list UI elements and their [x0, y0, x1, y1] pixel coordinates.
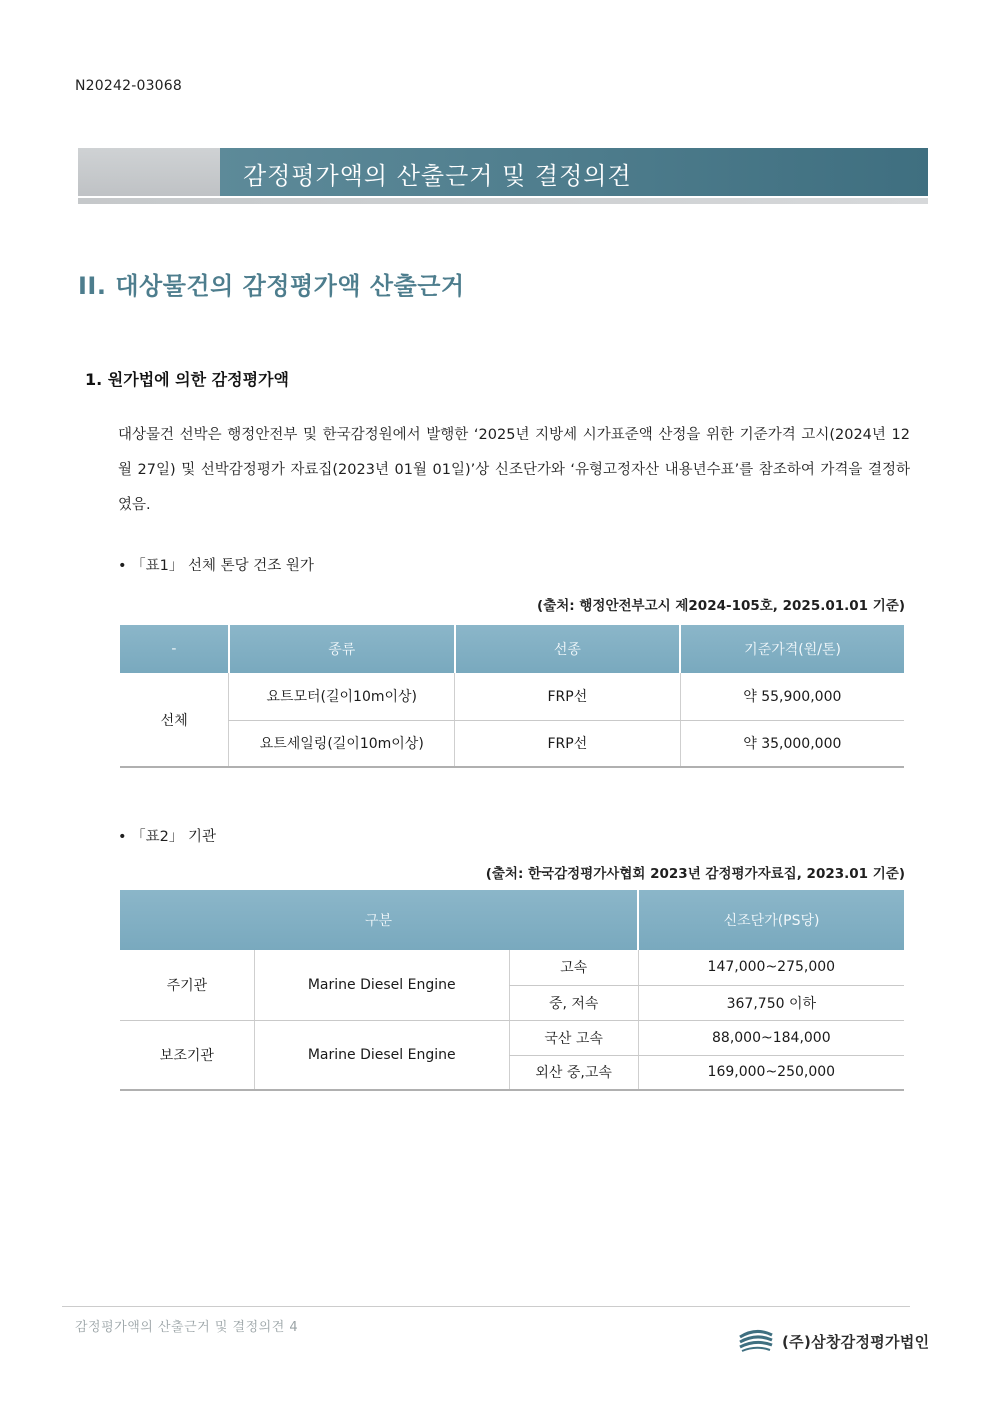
table1-header-row — [120, 625, 904, 673]
table2-source: (출처: 한국감정평가사협회 2023년 감정평가자료집, 2023.01 기준) — [485, 866, 905, 882]
table1-header-hull: 선종 — [455, 625, 681, 673]
table2-header-price: 신조단가(PS당) — [638, 890, 904, 950]
company-logo-icon — [738, 1329, 774, 1353]
title-banner — [78, 148, 928, 204]
table-row — [120, 950, 904, 985]
table2-group-label: 보조기관 — [120, 1020, 254, 1090]
table2-speed: 중, 저속 — [509, 985, 638, 1020]
table1-header-price: 기준가격(원/톤) — [680, 625, 904, 673]
table-row — [120, 720, 904, 767]
company-logo — [738, 1328, 929, 1354]
table2-speed: 국산 고속 — [509, 1020, 638, 1055]
banner-title: 감정평가액의 산출근거 및 결정의견 — [243, 162, 632, 190]
table1 — [120, 625, 904, 768]
table2-group-label: 주기관 — [120, 950, 254, 1020]
table1-caption: • 「표1」 선체 톤당 건조 원가 — [118, 558, 314, 574]
table2-speed: 고속 — [509, 950, 638, 985]
table2-price: 367,750 이하 — [638, 985, 904, 1020]
table1-cell-type: 요트세일링(길이10m이상) — [229, 720, 455, 767]
table-row — [120, 673, 904, 720]
footer-divider — [62, 1306, 910, 1307]
table1-cell-type: 요트모터(길이10m이상) — [229, 673, 455, 720]
company-name: (주)삼창감정평가법인 — [782, 1332, 930, 1351]
table2-header-category: 구분 — [120, 890, 638, 950]
table-row — [120, 1020, 904, 1055]
table1-cell-price: 약 55,900,000 — [680, 673, 904, 720]
section-title: II. 대상물건의 감정평가액 산출근거 — [78, 272, 465, 300]
table2-header-row — [120, 890, 904, 950]
table1-cell-hull: FRP선 — [455, 673, 681, 720]
table2-price: 169,000~250,000 — [638, 1055, 904, 1090]
table1-cell-hull: FRP선 — [455, 720, 681, 767]
document-id: N20242-03068 — [75, 78, 182, 94]
table1-cell-price: 약 35,000,000 — [680, 720, 904, 767]
table1-header-dash: - — [120, 625, 229, 673]
table2 — [120, 890, 904, 1091]
table1-source: (출처: 행정안전부고시 제2024-105호, 2025.01.01 기준) — [537, 598, 905, 614]
table1-group-label: 선체 — [120, 673, 229, 767]
table2-price: 147,000~275,000 — [638, 950, 904, 985]
table2-speed: 외산 중,고속 — [509, 1055, 638, 1090]
table2-engine: Marine Diesel Engine — [254, 1020, 509, 1090]
table2-engine: Marine Diesel Engine — [254, 950, 509, 1020]
table2-price: 88,000~184,000 — [638, 1020, 904, 1055]
subsection-title: 1. 원가법에 의한 감정평가액 — [85, 370, 289, 389]
footer-page-label: 감정평가액의 산출근거 및 결정의견 4 — [75, 1320, 299, 1335]
body-paragraph: 대상물건 선박은 행정안전부 및 한국감정원에서 발행한 ‘2025년 지방세 시가표준액 산정을 위한 기준가격 고시(2024년 12월 27일) 및 선박감정평가 자료집(2023년 01월 01일)’상 신조단가와 ‘유형고정자산 내용년수표’를 참조하여 가격을 결정하였음. — [118, 427, 910, 513]
table2-caption: • 「표2」 기관 — [118, 829, 217, 845]
table1-header-type: 종류 — [229, 625, 455, 673]
